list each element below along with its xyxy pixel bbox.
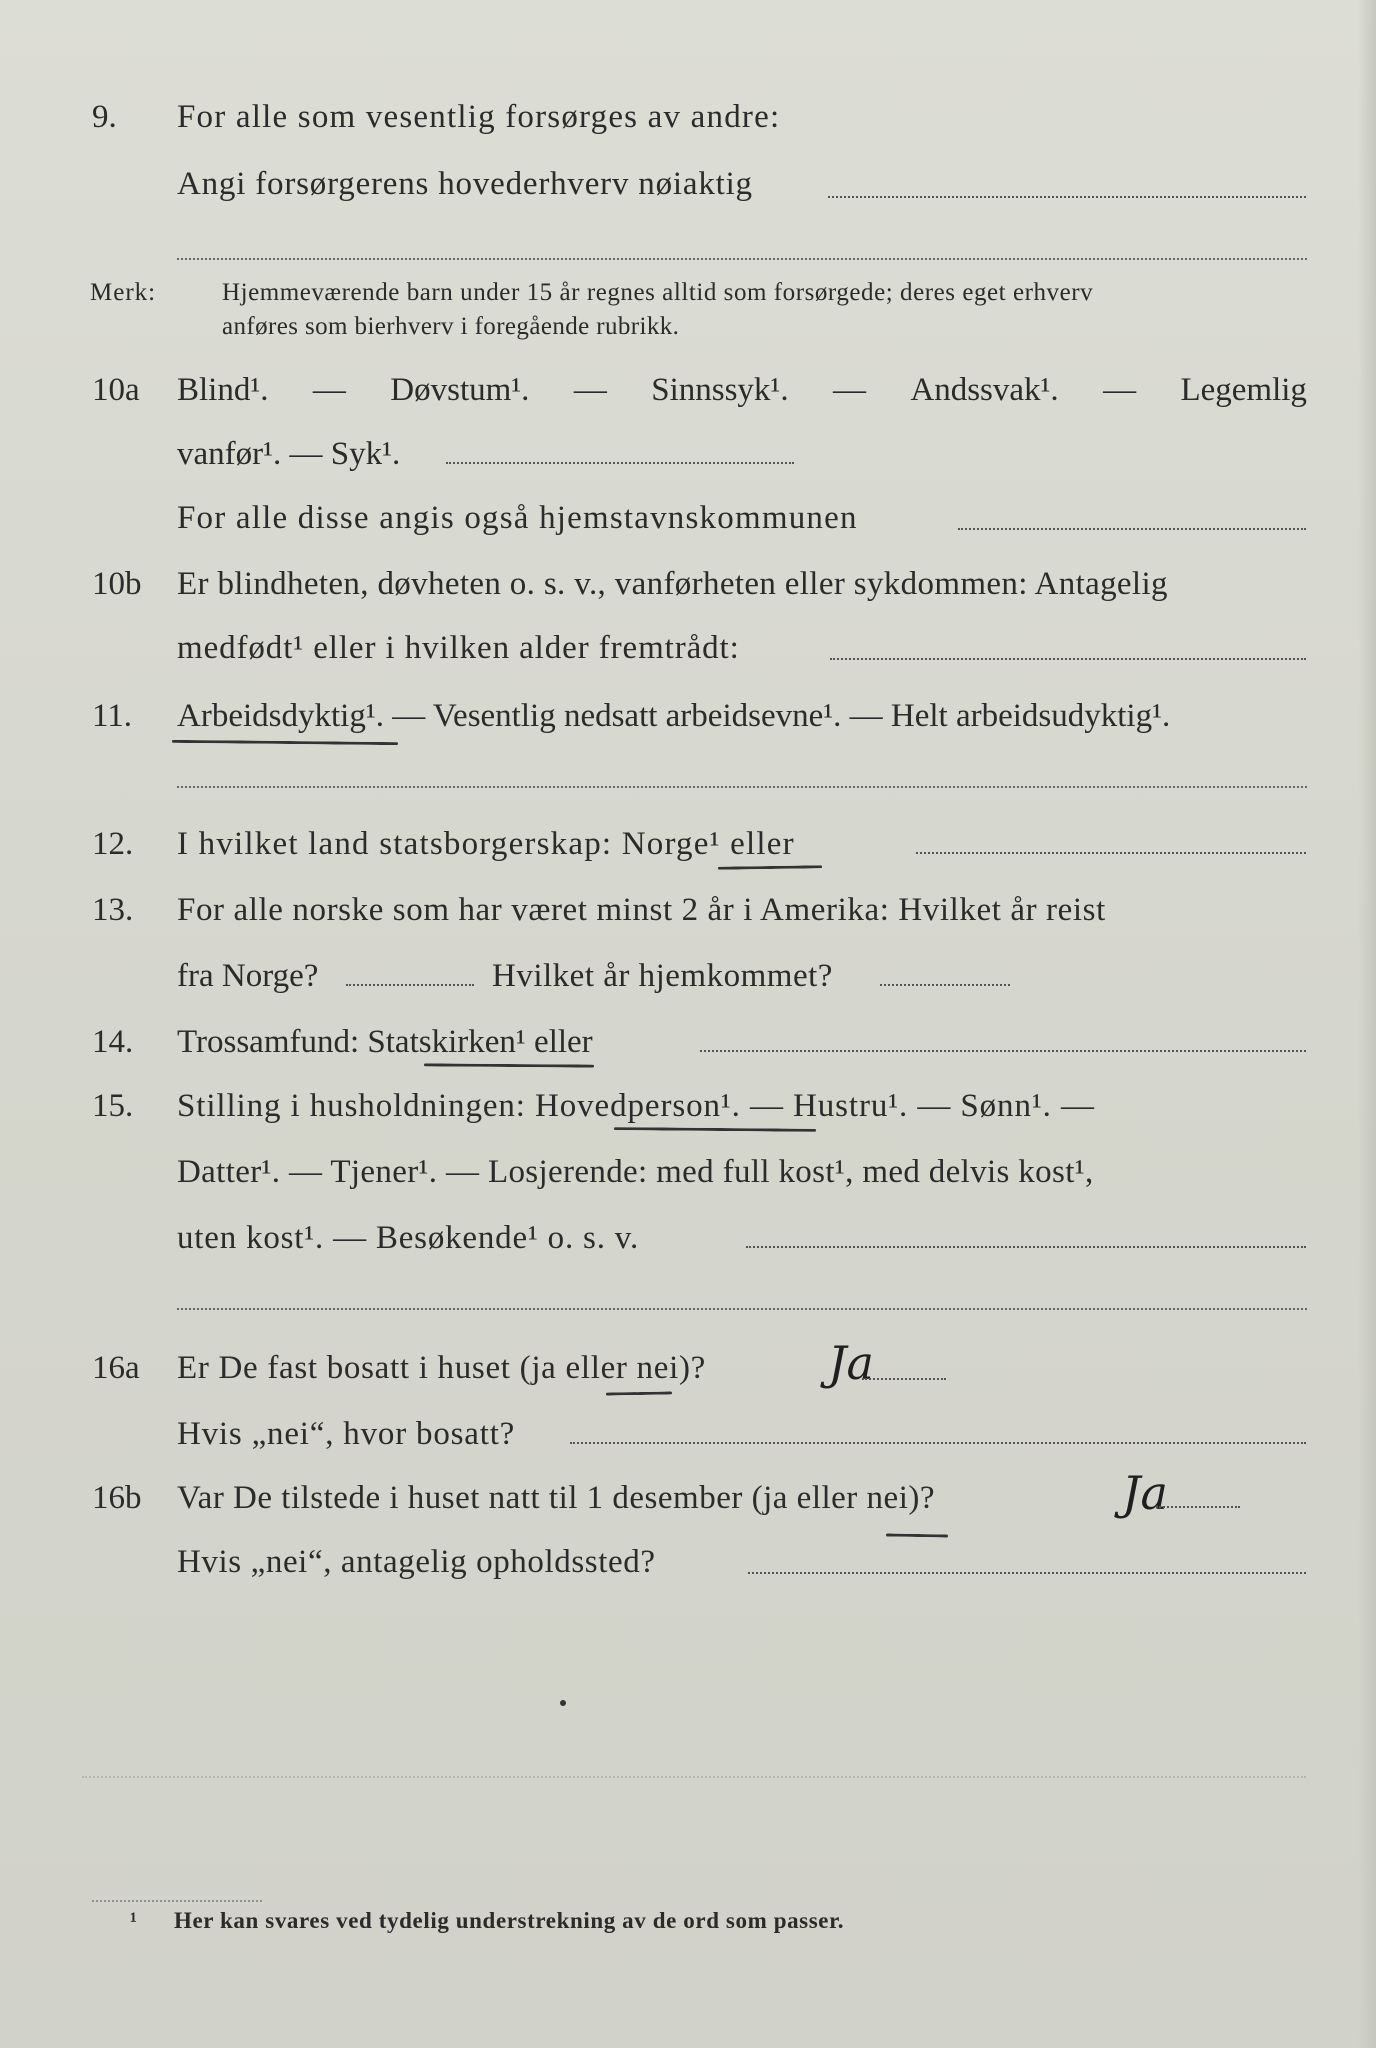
q11-opt-arbeidsdyktig[interactable]: Arbeidsdyktig¹. (177, 698, 384, 734)
ink-speck (560, 1700, 566, 1706)
q13-return-label: Hvilket år hjemkommet? (492, 958, 833, 994)
q15-opt-hovedperson[interactable]: Hovedperson¹. (535, 1088, 741, 1124)
merk-text-2: anføres som bierhverv i foregående rubrikk. (222, 313, 680, 340)
q16a-number: 16a (92, 1350, 140, 1386)
q9-provider-label: Angi forsørgerens hovederhverv nøiaktig (177, 166, 753, 202)
page-edge (1358, 0, 1376, 2048)
footnote-text: Her kan svares ved tydelig understrekning av de ord som passer. (174, 1908, 845, 1933)
q14-question (177, 1020, 593, 1064)
q9-provider-field[interactable] (828, 196, 1306, 198)
q16b-number: 16b (92, 1480, 142, 1516)
q12-number: 12. (92, 826, 134, 862)
q14-opt-statskirken[interactable]: Statskirken¹ (367, 1024, 526, 1060)
q12-label: I hvilket land statsborgerskap: (177, 826, 622, 862)
q15-number: 15. (92, 1088, 134, 1124)
q14-number: 14. (92, 1024, 134, 1060)
q16a-opt-rest: eller nei)? (556, 1350, 707, 1386)
q10b-age-field[interactable] (830, 658, 1306, 660)
q16a-underline-mark (606, 1391, 672, 1395)
q16a-where-label: Hvis „nei“, hvor bosatt? (177, 1416, 516, 1452)
q13-return-year-field[interactable] (880, 984, 1010, 986)
q16b-opt-ja[interactable]: (ja (751, 1480, 788, 1516)
q10b-number: 10b (92, 566, 142, 602)
q12-question (177, 822, 795, 866)
q11-number: 11. (92, 698, 133, 734)
q10a-dash-2: — (573, 372, 607, 408)
q13-left-year-field[interactable] (346, 984, 474, 986)
q15-extra-line[interactable] (177, 1308, 1307, 1310)
q10a-options (177, 368, 1307, 412)
q16a-where-field[interactable] (570, 1442, 1306, 1444)
q16a-label: Er De fast bosatt i huset (177, 1350, 520, 1386)
q9-number: 9. (92, 99, 117, 135)
q10a-opt-blind[interactable]: Blind¹. (177, 372, 269, 408)
q10a-opt-sinnssyk[interactable]: Sinnssyk¹. (651, 372, 789, 408)
q10a-opt-legemlig[interactable]: Legemlig (1180, 372, 1307, 408)
q12-citizenship-field[interactable] (916, 852, 1306, 854)
q10a-opt-dovstum[interactable]: Døvstum¹. (390, 372, 530, 408)
q14-eller: eller (525, 1024, 593, 1060)
q10a-dash-4: — (1103, 372, 1137, 408)
q11-underline-mark (172, 740, 398, 745)
q10a-opt-andssvak[interactable]: Andssvak¹. (910, 372, 1059, 408)
q16b-stay-field[interactable] (748, 1572, 1306, 1574)
q12-eller: eller (720, 826, 795, 862)
q16b-stay-label: Hvis „nei“, antagelig opholdssted? (177, 1544, 656, 1580)
faint-line (82, 1776, 1306, 1778)
merk-label: Merk: (90, 279, 157, 306)
q15-question (177, 1084, 1095, 1128)
q15-label: Stilling i husholdningen: (177, 1088, 536, 1124)
q13-number: 13. (92, 892, 134, 928)
q11-options (177, 694, 1170, 738)
q10b-question: Er blindheten, døvheten o. s. v., vanførheten eller sykdommen: Antagelig (177, 566, 1168, 602)
q14-faith-field[interactable] (700, 1050, 1306, 1052)
q10a-dash-1: — (312, 372, 346, 408)
q16b-label: Var De tilstede i huset natt til 1 desember (177, 1480, 752, 1516)
q9-question: For alle som vesentlig forsørges av andre: (177, 99, 781, 135)
q12-underline-mark (718, 865, 822, 869)
q10a-field-1[interactable] (446, 462, 794, 464)
q9-extra-line[interactable] (177, 258, 1307, 260)
q16a-opt-ja[interactable]: (ja (519, 1350, 557, 1386)
q13-question: For alle norske som har været minst 2 år i Amerika: Hvilket år reist (177, 892, 1106, 928)
q15-options-3[interactable]: uten kost¹. — Besøkende¹ o. s. v. (177, 1220, 640, 1256)
q15-underline-mark (614, 1127, 816, 1132)
q10b-age-label: medfødt¹ eller i hvilken alder fremtrådt: (177, 630, 740, 666)
footnote-rule (92, 1900, 262, 1902)
q15-opt-rest[interactable]: — Hustru¹. — Sønn¹. — (740, 1088, 1095, 1124)
q16a-answer[interactable]: Ja (828, 1336, 874, 1390)
q16a-question (177, 1346, 706, 1390)
merk-text-1: Hjemmeværende barn under 15 år regnes alltid som forsørgede; deres eget erhverv (222, 279, 1094, 306)
q16b-answer-field[interactable] (1156, 1506, 1240, 1508)
q10a-hometown-field[interactable] (958, 528, 1306, 530)
q10a-hometown-label: For alle disse angis også hjemstavnskommunen (177, 500, 858, 536)
q13-left-label: fra Norge? (177, 958, 319, 994)
q16b-answer[interactable]: Ja (1122, 1466, 1168, 1520)
q10a-dash-3: — (832, 372, 866, 408)
q11-extra-line[interactable] (177, 786, 1307, 788)
q16b-question (177, 1476, 935, 1520)
q12-opt-norge[interactable]: Norge¹ (621, 826, 721, 862)
q10a-options-2[interactable]: vanfør¹. — Syk¹. (177, 436, 401, 472)
q15-options-2[interactable]: Datter¹. — Tjener¹. — Losjerende: med full kost¹, med delvis kost¹, (177, 1154, 1094, 1190)
q16b-underline-mark (886, 1533, 948, 1537)
footnote-mark: ¹ (130, 1908, 137, 1933)
q14-label: Trossamfund: (177, 1024, 368, 1060)
q16a-answer-field[interactable] (862, 1378, 946, 1380)
q15-field[interactable] (746, 1246, 1306, 1248)
q16b-opt-rest: eller nei)? (787, 1480, 935, 1516)
q14-underline-mark (424, 1063, 594, 1067)
q10a-number: 10a (92, 372, 140, 408)
q11-opt-rest[interactable]: — Vesentlig nedsatt arbeidsevne¹. — Helt arbeidsudyktig¹. (383, 698, 1171, 734)
